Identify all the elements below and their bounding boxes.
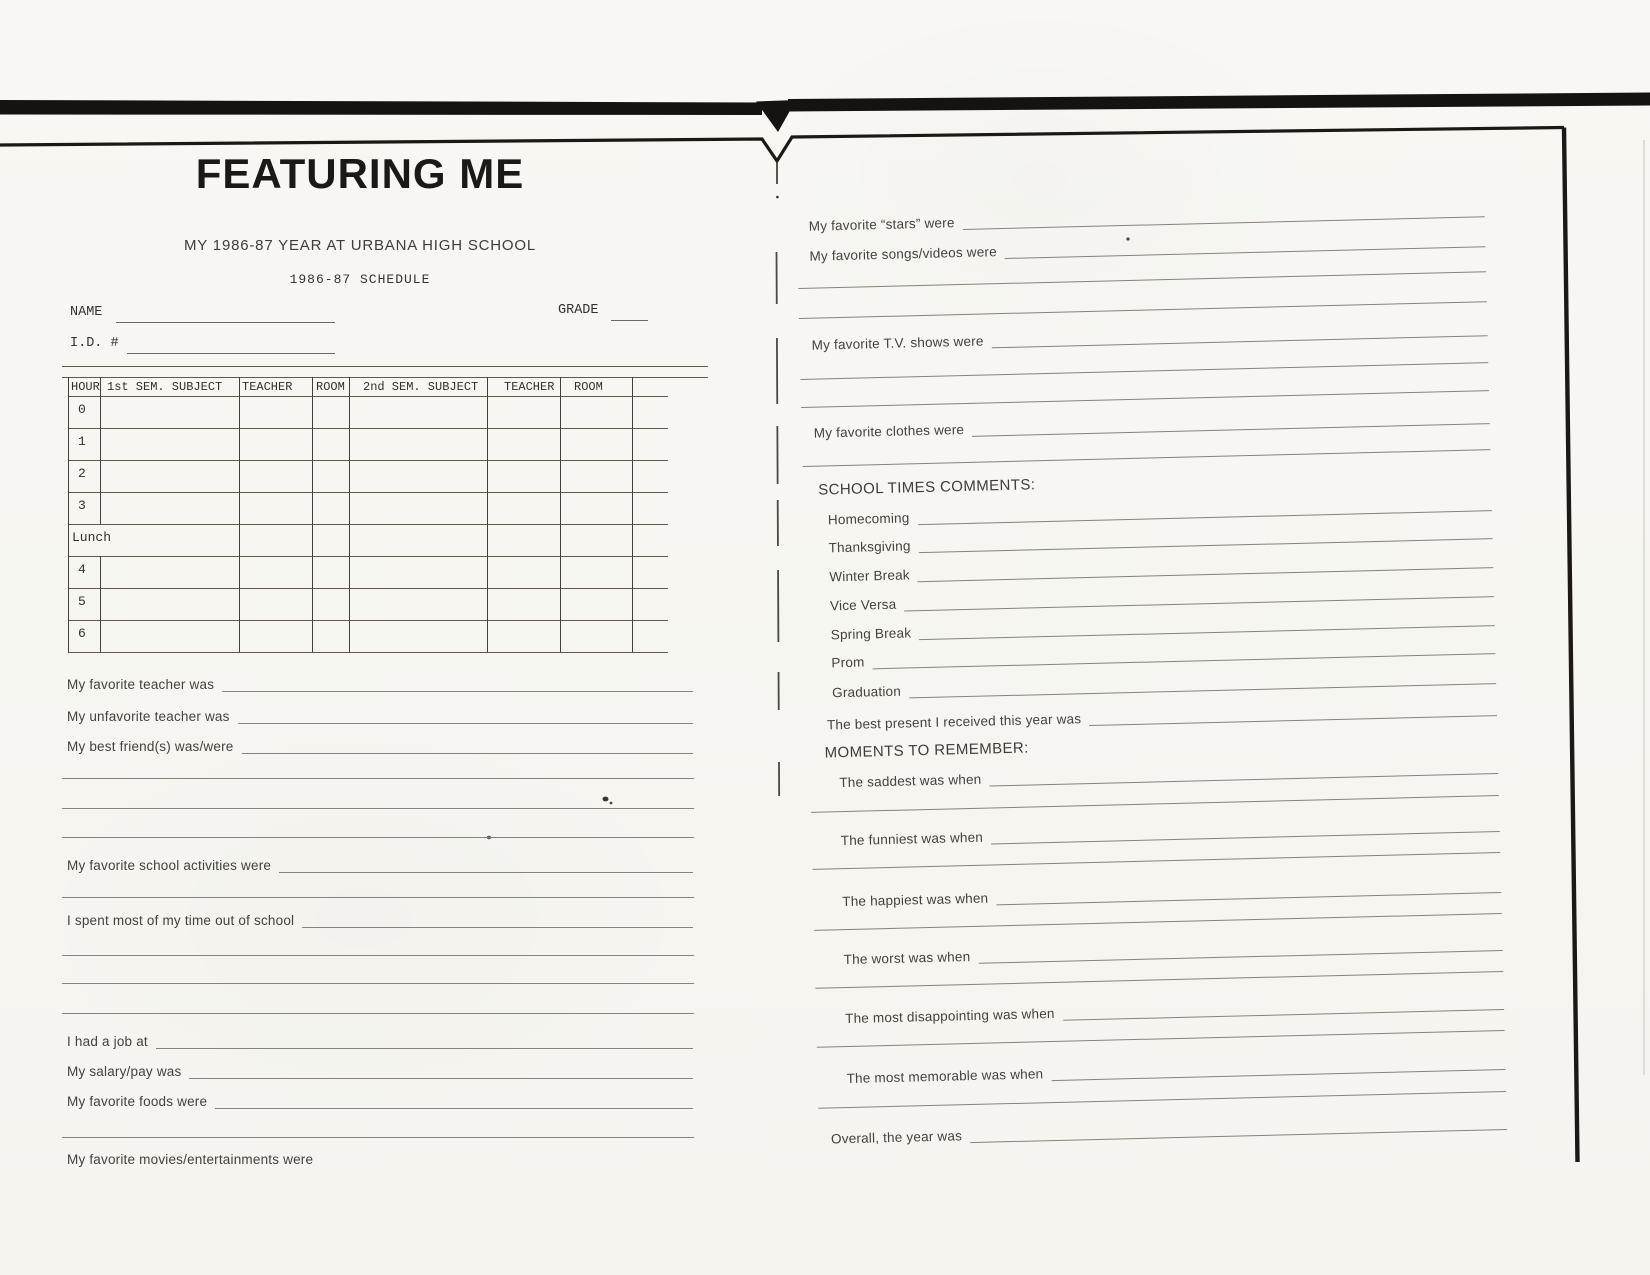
ink-speck	[610, 802, 613, 805]
table-line-h	[68, 652, 668, 653]
prompt-favorite-stars	[809, 200, 1485, 234]
top-band-left	[0, 100, 762, 115]
table-line-h	[68, 620, 668, 621]
prompt-favorite-teacher	[67, 675, 693, 692]
prompt-label: My best friend(s) was/were	[67, 739, 234, 754]
table-line-h	[62, 366, 708, 367]
prompt-label: My favorite T.V. shows were	[811, 333, 984, 353]
hour-row-label: 4	[78, 562, 86, 577]
fill-line	[904, 596, 1494, 611]
fill-line	[978, 950, 1502, 964]
fill-line	[242, 753, 694, 754]
fill-line	[919, 625, 1494, 640]
fill-line	[222, 691, 693, 692]
id-field-label: I.D. #	[70, 336, 119, 351]
table-line-h	[68, 556, 668, 557]
prompt-overall-year	[831, 1113, 1507, 1147]
table-line-h	[68, 460, 668, 461]
fill-line	[991, 831, 1500, 844]
prompt-label: My favorite clothes were	[813, 422, 965, 441]
prompt-label: My favorite “stars” were	[808, 215, 955, 234]
blank-fill-line	[62, 808, 694, 809]
grade-field-label: GRADE	[558, 303, 599, 318]
fill-line	[189, 1078, 693, 1079]
fill-line	[1005, 246, 1485, 259]
hour-row-label: 1	[78, 434, 86, 449]
prompt-prom	[831, 637, 1495, 670]
col-header-room1: ROOM	[316, 380, 345, 394]
blank-fill-line	[62, 1137, 694, 1138]
prompt-happiest	[842, 876, 1501, 909]
prompt-label: Winter Break	[829, 567, 910, 585]
prompt-label: My unfavorite teacher was	[67, 709, 230, 724]
prompt-best-present	[827, 699, 1497, 732]
fill-line	[215, 1108, 693, 1109]
prompt-label: I had a job at	[67, 1034, 148, 1049]
prompt-label: The funniest was when	[840, 829, 984, 849]
table-line-v	[100, 556, 101, 652]
name-underline	[116, 306, 335, 323]
fill-line	[1051, 1069, 1505, 1081]
prompt-label: Spring Break	[830, 625, 912, 643]
fill-line	[919, 538, 1493, 553]
prompt-label: The most disappointing was when	[844, 1005, 1055, 1027]
prompt-label: The saddest was when	[839, 771, 982, 791]
col-header-sem2-subject: 2nd SEM. SUBJECT	[363, 380, 479, 394]
page-subtitle: MY 1986-87 YEAR AT URBANA HIGH SCHOOL	[184, 237, 536, 254]
prompt-favorite-clothes	[814, 407, 1490, 441]
fill-line	[238, 723, 693, 724]
fill-line	[873, 653, 1496, 669]
prompt-label: The best present I received this year was	[826, 711, 1082, 733]
id-underline	[127, 337, 335, 354]
prompt-salary	[67, 1062, 693, 1079]
col-header-teacher2: TEACHER	[504, 380, 555, 394]
fill-line	[970, 1129, 1507, 1143]
prompt-label: Vice Versa	[829, 596, 897, 614]
prompt-most-memorable	[846, 1053, 1505, 1086]
table-line-v	[632, 377, 633, 652]
prompt-best-friends	[67, 737, 693, 754]
fill-line	[156, 1048, 693, 1049]
right-page	[798, 178, 1510, 1175]
blank-fill-line	[800, 362, 1488, 380]
prompt-label: The worst was when	[843, 949, 971, 968]
prompt-label: Thanksgiving	[828, 538, 911, 556]
col-header-hour: HOUR	[71, 380, 100, 394]
schedule-table	[68, 366, 714, 660]
prompt-favorite-foods	[67, 1092, 693, 1109]
fill-line	[279, 872, 693, 873]
table-line-v	[560, 377, 561, 652]
table-line-v	[239, 377, 240, 652]
prompt-label: My favorite songs/videos were	[809, 244, 998, 264]
table-line-v	[68, 377, 69, 652]
col-header-sem1-subject: 1st SEM. SUBJECT	[107, 380, 223, 394]
hour-row-label: 6	[78, 626, 86, 641]
prompt-funniest	[841, 815, 1500, 848]
right-page-edge-line	[1564, 128, 1578, 1163]
moments-heading: MOMENTS TO REMEMBER:	[824, 739, 1029, 762]
prompt-label: The most memorable was when	[846, 1066, 1044, 1087]
prompt-label: Homecoming	[827, 510, 910, 528]
fill-line	[918, 510, 1492, 525]
blank-fill-line	[815, 971, 1503, 989]
ink-speck	[603, 797, 609, 802]
prompt-label: I spent most of my time out of school	[67, 913, 295, 928]
fill-line	[909, 683, 1496, 698]
prompt-worst	[843, 934, 1502, 967]
fill-line	[918, 567, 1493, 582]
prompt-label: My salary/pay was	[67, 1064, 182, 1079]
blank-fill-line	[798, 271, 1486, 289]
table-line-h	[68, 492, 668, 493]
prompt-thanksgiving	[828, 522, 1492, 555]
prompt-job	[67, 1032, 693, 1049]
prompt-label: My favorite teacher was	[67, 677, 215, 692]
table-line-v	[100, 377, 101, 524]
blank-fill-line	[799, 301, 1487, 319]
hour-row-label: 3	[78, 498, 86, 513]
prompt-label: My favorite foods were	[67, 1094, 208, 1109]
table-line-h	[68, 524, 668, 525]
prompt-label: My favorite school activities were	[67, 858, 272, 873]
blank-fill-line	[62, 983, 694, 984]
prompt-homecoming	[828, 494, 1492, 527]
blank-fill-line	[811, 795, 1499, 813]
prompt-time-out-of-school	[67, 911, 693, 928]
blank-fill-line	[814, 913, 1502, 931]
blank-fill-line	[817, 1030, 1505, 1048]
fill-line	[990, 773, 1499, 786]
table-line-h	[68, 428, 668, 429]
blank-fill-line	[62, 955, 694, 956]
page-title: FEATURING ME	[195, 150, 525, 197]
prompt-winter-break	[829, 551, 1493, 584]
prompt-label: My favorite movies/entertainments were	[67, 1152, 314, 1167]
prompt-favorite-songs	[809, 230, 1485, 264]
blank-fill-line	[62, 778, 694, 779]
school-times-heading: SCHOOL TIMES COMMENTS:	[818, 476, 1036, 499]
hour-row-label: 5	[78, 594, 86, 609]
name-field-label: NAME	[70, 305, 103, 320]
hour-row-label: 2	[78, 466, 86, 481]
fill-line	[302, 927, 693, 928]
prompt-vice-versa	[830, 580, 1494, 613]
spine-notch-top	[756, 100, 796, 132]
prompt-favorite-tv-shows	[811, 319, 1487, 353]
table-line-v	[487, 377, 488, 652]
table-line-h	[62, 377, 708, 378]
prompt-school-activities	[67, 856, 693, 873]
col-header-room2: ROOM	[574, 380, 603, 394]
table-line-h	[68, 396, 668, 397]
prompt-unfavorite-teacher	[67, 707, 693, 724]
prompt-label: Graduation	[831, 683, 902, 701]
blank-fill-line	[803, 449, 1491, 467]
blank-fill-line	[62, 1013, 694, 1014]
blank-fill-line	[812, 852, 1500, 870]
fill-line	[1089, 715, 1497, 726]
fill-line	[972, 423, 1490, 437]
fill-line	[996, 892, 1501, 905]
fill-line	[1063, 1009, 1504, 1021]
col-header-teacher1: TEACHER	[242, 380, 293, 394]
spine-speck	[776, 196, 779, 199]
table-line-v	[312, 377, 313, 652]
blank-fill-line	[62, 897, 694, 898]
prompt-label: Prom	[831, 654, 865, 671]
blank-fill-line	[801, 390, 1489, 408]
prompt-most-disappointing	[845, 993, 1504, 1026]
table-line-v	[349, 377, 350, 652]
fill-line	[963, 216, 1485, 230]
table-line-h	[68, 588, 668, 589]
hour-row-label: 0	[78, 402, 86, 417]
grade-underline	[611, 304, 648, 321]
schedule-heading: 1986-87 SCHEDULE	[289, 272, 431, 287]
prompt-favorite-movies	[67, 1150, 693, 1167]
top-band-right	[788, 93, 1650, 112]
fill-line	[992, 335, 1488, 348]
prompt-spring-break	[831, 609, 1495, 642]
prompt-saddest	[839, 757, 1498, 790]
blank-fill-line	[62, 837, 694, 838]
spine-gutter-dashes	[777, 252, 780, 806]
prompt-label: Overall, the year was	[830, 1128, 963, 1147]
prompt-graduation	[832, 667, 1496, 700]
hour-row-label-lunch: Lunch	[72, 530, 112, 545]
prompt-label: The happiest was when	[842, 890, 989, 910]
blank-fill-line	[818, 1091, 1506, 1109]
